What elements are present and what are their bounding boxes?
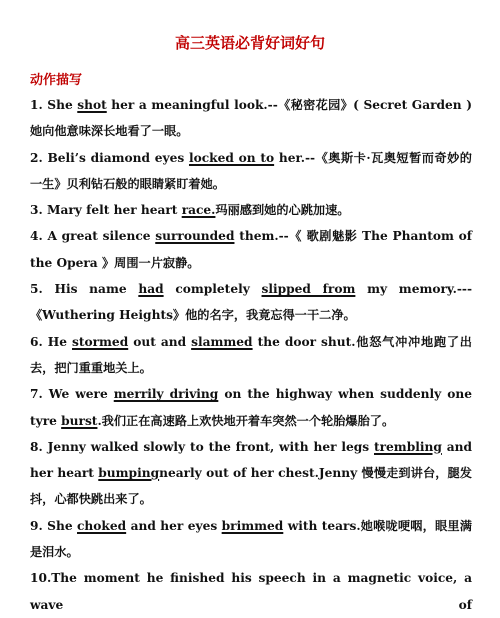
- list-item: 1. She shot her a meaningful look.--《秘密花园》( Secret Garden ) 她向他意味深长地看了一眼。: [30, 98, 472, 139]
- highlight-phrase: burst: [61, 413, 98, 428]
- list-item: 2. Beli’s diamond eyes locked on to her.--《奥斯卡·瓦奥短暂而奇妙的一生》贝利钻石般的眼睛紧盯着她。: [30, 150, 472, 191]
- list-item: 10.The moment he finished his speech in a magnetic voice, a wave of: [30, 571, 472, 612]
- highlight-phrase: race.: [181, 203, 216, 218]
- list-item: 5. His name had completely slipped from my memory.---《Wuthering Heights》他的名字，我竟忘得一干二净。: [30, 282, 472, 323]
- page-title: 高三英语必背好词好句: [174, 34, 325, 52]
- section-heading: 动作描写: [30, 73, 83, 88]
- list-item: 3. Mary felt her heart race.玛丽感到她的心跳加速。: [30, 203, 350, 218]
- highlight-phrase: shot: [77, 98, 107, 112]
- list-item: 6. He stormed out and slammed the door shut.他怒气冲冲地跑了出去，把门重重地关上。: [30, 334, 472, 375]
- highlight-phrase: locked on to: [188, 150, 275, 165]
- list-item: 9. She choked and her eyes brimmed with tears.她喉咙哽咽，眼里满是泪水。: [30, 518, 472, 560]
- sentence-list: [30, 92, 472, 618]
- highlight-phrase: had: [138, 282, 164, 297]
- highlight-phrase: stormed: [72, 334, 129, 349]
- highlight-phrase: choked: [77, 518, 127, 533]
- highlight-phrase: slipped from: [261, 282, 356, 297]
- list-item: 7. We were merrily driving on the highway when suddenly one tyre burst.我们正在高速路上欢快地开着车突然一个轮胎爆胎了。: [30, 387, 472, 428]
- highlight-phrase: merrily driving: [113, 387, 219, 402]
- list-item: 4. A great silence surrounded them.--《 歌剧魅影 The Phantom of the Opera 》周围一片寂静。: [30, 229, 472, 270]
- highlight-phrase: surrounded: [155, 229, 235, 244]
- list-item: 8. Jenny walked slowly to the front, with her legs trembling and her heart bumpingnearly out of her chest.Jenny 慢慢走到讲台，腿发抖，心都快跳出来了。: [30, 439, 472, 507]
- highlight-phrase: brimmed: [221, 518, 284, 533]
- highlight-phrase: trembling: [374, 439, 442, 454]
- highlight-phrase: bumping: [98, 466, 160, 481]
- highlight-phrase: slammed: [191, 334, 253, 349]
